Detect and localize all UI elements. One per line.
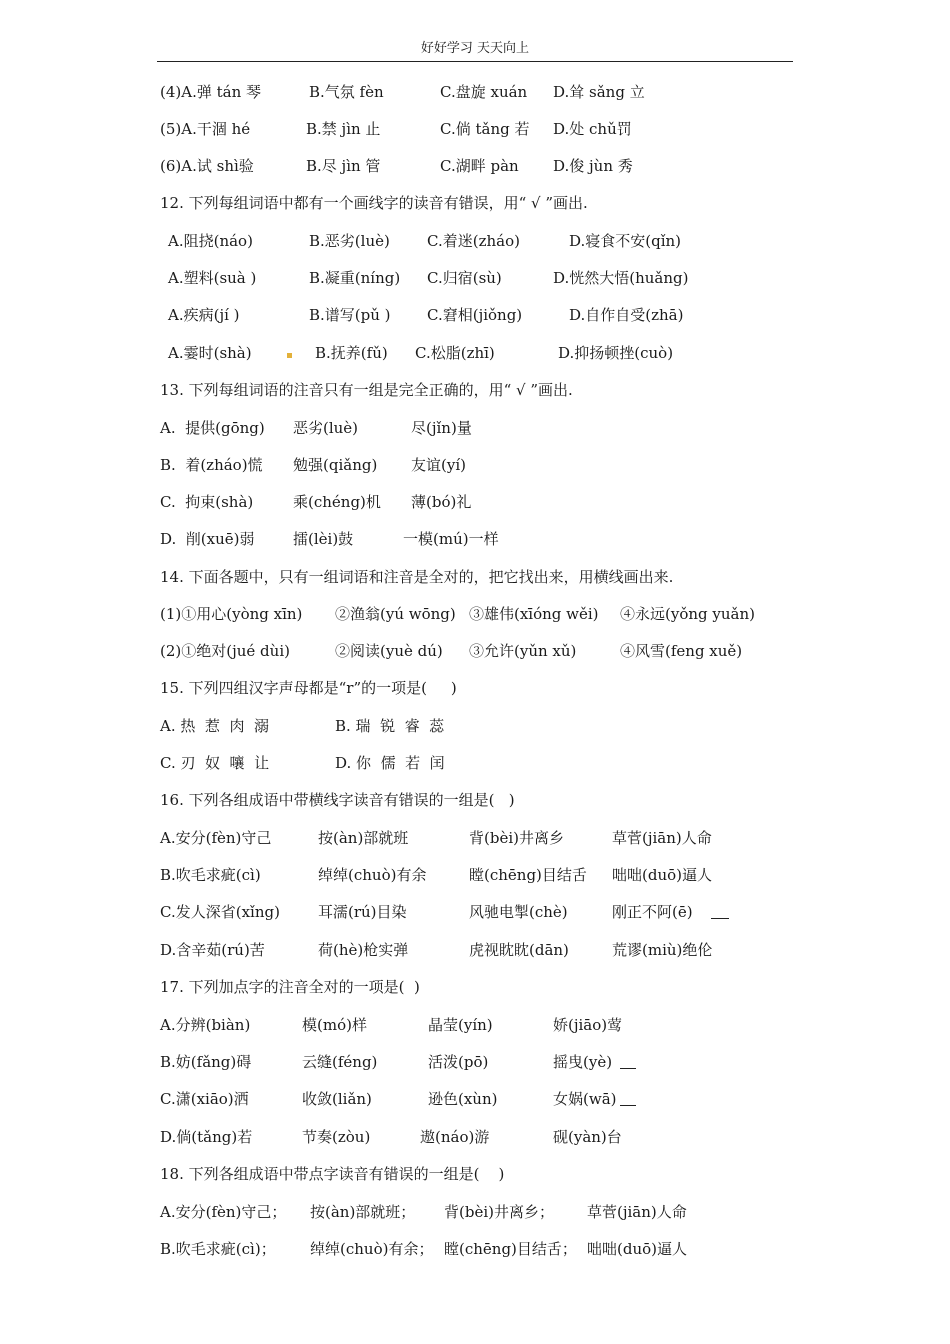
- header-title: 好好学习 天天向上: [420, 41, 530, 56]
- q15-r2-a: C. 刃 奴 嚷 让: [160, 754, 270, 772]
- q13-r3-b: 乘(chéng)机: [293, 493, 381, 511]
- q18-r2-4: 咄咄(duō)逼人: [587, 1240, 687, 1258]
- q17-r2-2: 云缝(féng): [302, 1053, 378, 1071]
- answer-blank: [711, 918, 729, 919]
- q12-r1-a: A.阻挠(náo): [168, 232, 253, 250]
- q11-row4-d: D.耸 sǎng 立: [553, 83, 645, 101]
- q13-r2-c: 友谊(yí): [411, 456, 466, 474]
- q13-r4-c: 一模(mú)一样: [403, 530, 499, 548]
- q13-r1-a: A. 提供(gōng): [160, 419, 265, 437]
- q12-r1-b: B.恶劣(luè): [309, 232, 390, 250]
- q15-r1-b: B. 瑞 锐 睿 蕊: [335, 717, 445, 735]
- q15-r2-b: D. 你 儒 若 闰: [335, 754, 445, 772]
- q16-title: 16. 下列各组成语中带横线字读音有错误的一组是( ): [160, 791, 515, 809]
- q16-r4-3: 虎视眈眈(dān): [469, 941, 569, 959]
- q16-r2-2: 绰绰(chuò)有余: [318, 866, 427, 884]
- q17-r4-2: 节奏(zòu): [302, 1128, 371, 1146]
- q11-row6-c: C.湖畔 pàn: [440, 157, 519, 175]
- q13-r2-a: B. 着(zháo)慌: [160, 456, 263, 474]
- q16-r2-1: B.吹毛求疵(cì): [160, 866, 261, 884]
- q16-r3-2: 耳濡(rú)目染: [318, 903, 407, 921]
- q14-r2-3: ③允许(yǔn xǔ): [469, 642, 577, 660]
- q16-r3-1: C.发人深省(xǐng): [160, 903, 280, 921]
- q18-r2-3: 瞠(chēng)目结舌；: [444, 1240, 577, 1258]
- q11-row6-a: (6)A.试 shì验: [160, 157, 254, 175]
- q12-r2-b: B.凝重(níng): [309, 269, 401, 287]
- q12-r4-b: B.抚养(fǔ): [315, 344, 388, 362]
- q17-r1-3: 晶莹(yín): [428, 1016, 493, 1034]
- q12-r3-c: C.窘相(jiǒng): [427, 306, 523, 324]
- q11-row5-a: (5)A.干涸 hé: [160, 120, 251, 138]
- q12-r2-c: C.归宿(sù): [427, 269, 502, 287]
- q16-r3-3: 风驰电掣(chè): [469, 903, 568, 921]
- q18-r1-1: A.安分(fèn)守己；: [160, 1203, 287, 1221]
- q18-r1-4: 草菅(jiān)人命: [587, 1203, 687, 1221]
- q13-r3-a: C. 拘束(shà): [160, 493, 254, 511]
- q13-r4-b: 擂(lèi)鼓: [293, 530, 354, 548]
- q13-r4-a: D. 削(xuē)弱: [160, 530, 255, 548]
- q12-r1-d: D.寝食不安(qǐn): [569, 232, 682, 250]
- q18-r2-1: B.吹毛求疵(cì)；: [160, 1240, 276, 1258]
- q18-title: 18. 下列各组成语中带点字读音有错误的一组是( ): [160, 1165, 505, 1183]
- q14-r1-4: ④永远(yǒng yuǎn): [620, 605, 755, 623]
- q12-r2-a: A.塑料(suà ): [168, 269, 257, 287]
- q14-r1-1: (1)①用心(yòng xīn): [160, 605, 303, 623]
- q13-r3-c: 薄(bó)礼: [411, 493, 472, 511]
- q16-r4-2: 荷(hè)枪实弹: [318, 941, 409, 959]
- q17-r2-3: 活泼(pō): [428, 1053, 489, 1071]
- q14-r2-1: (2)①绝对(jué dùi): [160, 642, 290, 660]
- answer-blank: [620, 1068, 636, 1069]
- q13-r1-b: 恶劣(luè): [293, 419, 359, 437]
- q18-r2-2: 绰绰(chuò)有余；: [310, 1240, 434, 1258]
- q14-r2-2: ②阅读(yuè dú): [335, 642, 443, 660]
- q13-title: 13. 下列每组词语的注音只有一组是完全正确的，用“ √ ”画出.: [160, 381, 573, 399]
- q17-r4-1: D.倘(tǎng)若: [160, 1128, 253, 1146]
- q17-r1-2: 模(mó)样: [302, 1016, 367, 1034]
- q17-r3-4: 女娲(wā): [553, 1090, 617, 1108]
- q11-row5-d: D.处 chǔ罚: [553, 120, 632, 138]
- q16-r2-3: 瞠(chēng)目结舌: [469, 866, 587, 884]
- q16-r2-4: 咄咄(duō)逼人: [612, 866, 712, 884]
- q16-r3-4: 刚正不阿(ē): [612, 903, 693, 921]
- q12-r4-a: A.霎时(shà): [168, 344, 252, 362]
- q16-r1-2: 按(àn)部就班: [318, 829, 409, 847]
- q13-r2-b: 勉强(qiǎng): [293, 456, 378, 474]
- q15-title: 15. 下列四组汉字声母都是“r”的一项是( ): [160, 679, 457, 697]
- q11-row4-c: C.盘旋 xuán: [440, 83, 528, 101]
- q11-row5-b: B.禁 jìn 止: [306, 120, 381, 138]
- q17-r3-2: 收敛(liǎn): [302, 1090, 372, 1108]
- q12-r1-c: C.着迷(zháo): [427, 232, 520, 250]
- q13-r1-c: 尽(jǐn)量: [411, 419, 472, 437]
- q18-r1-2: 按(àn)部就班；: [310, 1203, 416, 1221]
- stray-mark: [287, 353, 292, 358]
- q16-r1-3: 背(bèi)井离乡: [469, 829, 564, 847]
- q16-r1-1: A.安分(fèn)守己: [160, 829, 272, 847]
- q14-r2-4: ④风雪(feng xuě): [620, 642, 743, 660]
- q12-r4-d: D.抑扬顿挫(cuò): [558, 344, 674, 362]
- q12-r2-d: D.恍然大悟(huǎng): [553, 269, 689, 287]
- page-header: [157, 40, 793, 62]
- q15-r1-a: A. 热 惹 肉 溺: [160, 717, 269, 735]
- q11-row5-c: C.倘 tǎng 若: [440, 120, 530, 138]
- q11-row6-b: B.尽 jìn 管: [306, 157, 381, 175]
- q17-r3-3: 逊色(xùn): [428, 1090, 498, 1108]
- q16-r4-4: 荒谬(miù)绝伦: [612, 941, 713, 959]
- q18-r1-3: 背(bèi)井离乡；: [444, 1203, 554, 1221]
- q17-r4-3: 遨(náo)游: [420, 1128, 490, 1146]
- q12-r4-c: C.松脂(zhī): [415, 344, 495, 362]
- q12-r3-a: A.疾病(jí ): [168, 306, 240, 324]
- q11-row4-b: B.气氛 fèn: [309, 83, 384, 101]
- q17-r1-1: A.分辨(biàn): [160, 1016, 251, 1034]
- q12-title: 12. 下列每组词语中都有一个画线字的读音有错误，用“ √ ”画出.: [160, 194, 588, 212]
- q16-r4-1: D.含辛茹(rú)苦: [160, 941, 265, 959]
- q11-row4-a: (4)A.弹 tán 琴: [160, 83, 262, 101]
- q17-r2-4: 摇曳(yè): [553, 1053, 613, 1071]
- q17-r3-1: C.潇(xiāo)洒: [160, 1090, 249, 1108]
- q17-r4-4: 砚(yàn)台: [553, 1128, 622, 1146]
- q12-r3-b: B.谱写(pǔ ): [309, 306, 391, 324]
- q17-r2-1: B.妨(fǎng)碍: [160, 1053, 252, 1071]
- q16-r1-4: 草菅(jiān)人命: [612, 829, 712, 847]
- answer-blank: [620, 1105, 636, 1106]
- q14-r1-3: ③雄伟(xīóng wěi): [469, 605, 599, 623]
- q11-row6-d: D.俊 jùn 秀: [553, 157, 633, 175]
- q12-r3-d: D.自作自受(zhā): [569, 306, 684, 324]
- q14-title: 14. 下面各题中，只有一组词语和注音是全对的，把它找出来，用横线画出来.: [160, 568, 674, 586]
- q17-r1-4: 娇(jiāo)莺: [553, 1016, 623, 1034]
- q14-r1-2: ②渔翁(yú wōng): [335, 605, 456, 623]
- q17-title: 17. 下列加点字的注音全对的一项是( ): [160, 978, 420, 996]
